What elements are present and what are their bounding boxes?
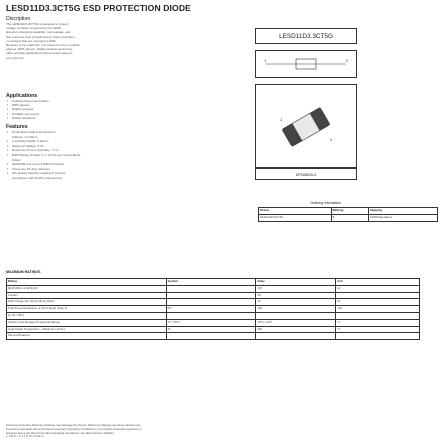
- package-image-box: [255, 84, 357, 168]
- description-section: [6, 16, 106, 60]
- list-item: • Small Body Outline Dimensions:: [6, 130, 116, 135]
- list-item: Model: [12, 157, 21, 162]
- table-row: Rating Symbol Value Unit: [7, 279, 420, 286]
- package-pinout-box: [255, 50, 357, 78]
- table-row: IEC61000-4-2 (ESD) Air ±15 kV: [7, 285, 420, 292]
- list-item: • Digital cameras: [6, 107, 106, 111]
- table-row: Total Power Dissipation on FR-5 Board (Note 1) PD 150 mW: [7, 306, 420, 313]
- document-title: LESD11D3.3CT5G ESD PROTECTION DIODE: [6, 3, 191, 13]
- list-item: • Mobile telephone: [6, 116, 106, 120]
- list-item: • Portable electronics: [6, 112, 106, 116]
- applications-heading: Applications: [6, 93, 38, 99]
- table-row: LESD11D3.3CT5G B 10000/Tape&Reel: [259, 214, 438, 221]
- list-item: • Response Time is Typically < 1 ns: [6, 148, 116, 153]
- ordering-table: [258, 207, 438, 222]
- table-row: ESD Voltage Per Human Body Model 16 kV: [7, 299, 420, 306]
- part-number-box: LESD11D3.3CT5G: [255, 28, 357, 44]
- table-row: Second Duration): [7, 333, 420, 340]
- applications-section: [6, 93, 106, 120]
- list-item: • Stand-off Voltage: 3.3V: [6, 144, 116, 149]
- list-item: • ESD Rating of Class 3 (> 16 kV) per Human Body: [6, 153, 116, 158]
- pinout-diagram: [258, 53, 354, 75]
- ordering-heading: Ordering information: [310, 201, 341, 205]
- pin-1-label: 1: [264, 58, 267, 63]
- pin-1-marker: 1: [280, 117, 283, 122]
- features-heading: Features: [6, 124, 28, 130]
- list-item: • We declare that the material of product: [6, 171, 116, 176]
- list-item: • Low Body Height: 0.28mm: [6, 139, 116, 144]
- table-row: Junction and Storage Temperature Range TJ, TSTG -55 to +150 °C: [7, 319, 420, 326]
- table-row: Device Marking Shipping: [259, 208, 438, 215]
- list-item: • Cellular phones and radios: [6, 99, 106, 103]
- description-text: The LESD11D3.3CT5G is designed to protect voltage sensitive components from ESD. Excellent clamping capability, low leakage, and fast response time provide best in class protection on designs that are exposed to ESD. Because of its small size, it is suited for use in cellular phones, MP3 players, digital cameras and many other portable applications where board space is at a premium.: [6, 22, 80, 60]
- table-row: Contact ±8: [7, 292, 420, 299]
- list-item: • These are Pb-Free Devices: [6, 167, 116, 172]
- description-heading: Discription: [6, 16, 31, 22]
- max-ratings-table: [6, 278, 420, 340]
- footer-notes: Stresses exceeding Maximum Ratings may damage the device. Maximum Ratings are stress ratings only. Functional operation above the Recommended Operating Conditions is not implied. Extended exposure to stresses above the Recommended Operating Conditions may affect device reliability. 1. FR-5 = 1.0 x 0.75 x 0.62 in.: [6, 423, 142, 439]
- list-item: 0.60mm x 0.30mm: [12, 134, 38, 139]
- table-row: @ TA = 25°C: [7, 312, 420, 319]
- list-item: • IEC61000-4-2 Level 4 ESD Protection: [6, 162, 116, 167]
- pin-2-marker: 2: [330, 137, 333, 142]
- diode-package-image: [256, 85, 356, 167]
- max-ratings-heading: MAXIMUM RATINGS: [6, 270, 41, 274]
- list-item: • MP3 players: [6, 103, 106, 107]
- package-label-box: DFN0603-2: [255, 168, 357, 180]
- list-item: compliance with RoHS requirements.: [12, 175, 63, 180]
- features-section: [6, 124, 116, 181]
- pin-2-label: 2: [346, 58, 349, 63]
- table-row: Lead Solder Temperature – Maximum (10 Sec TL 260 °C: [7, 326, 420, 333]
